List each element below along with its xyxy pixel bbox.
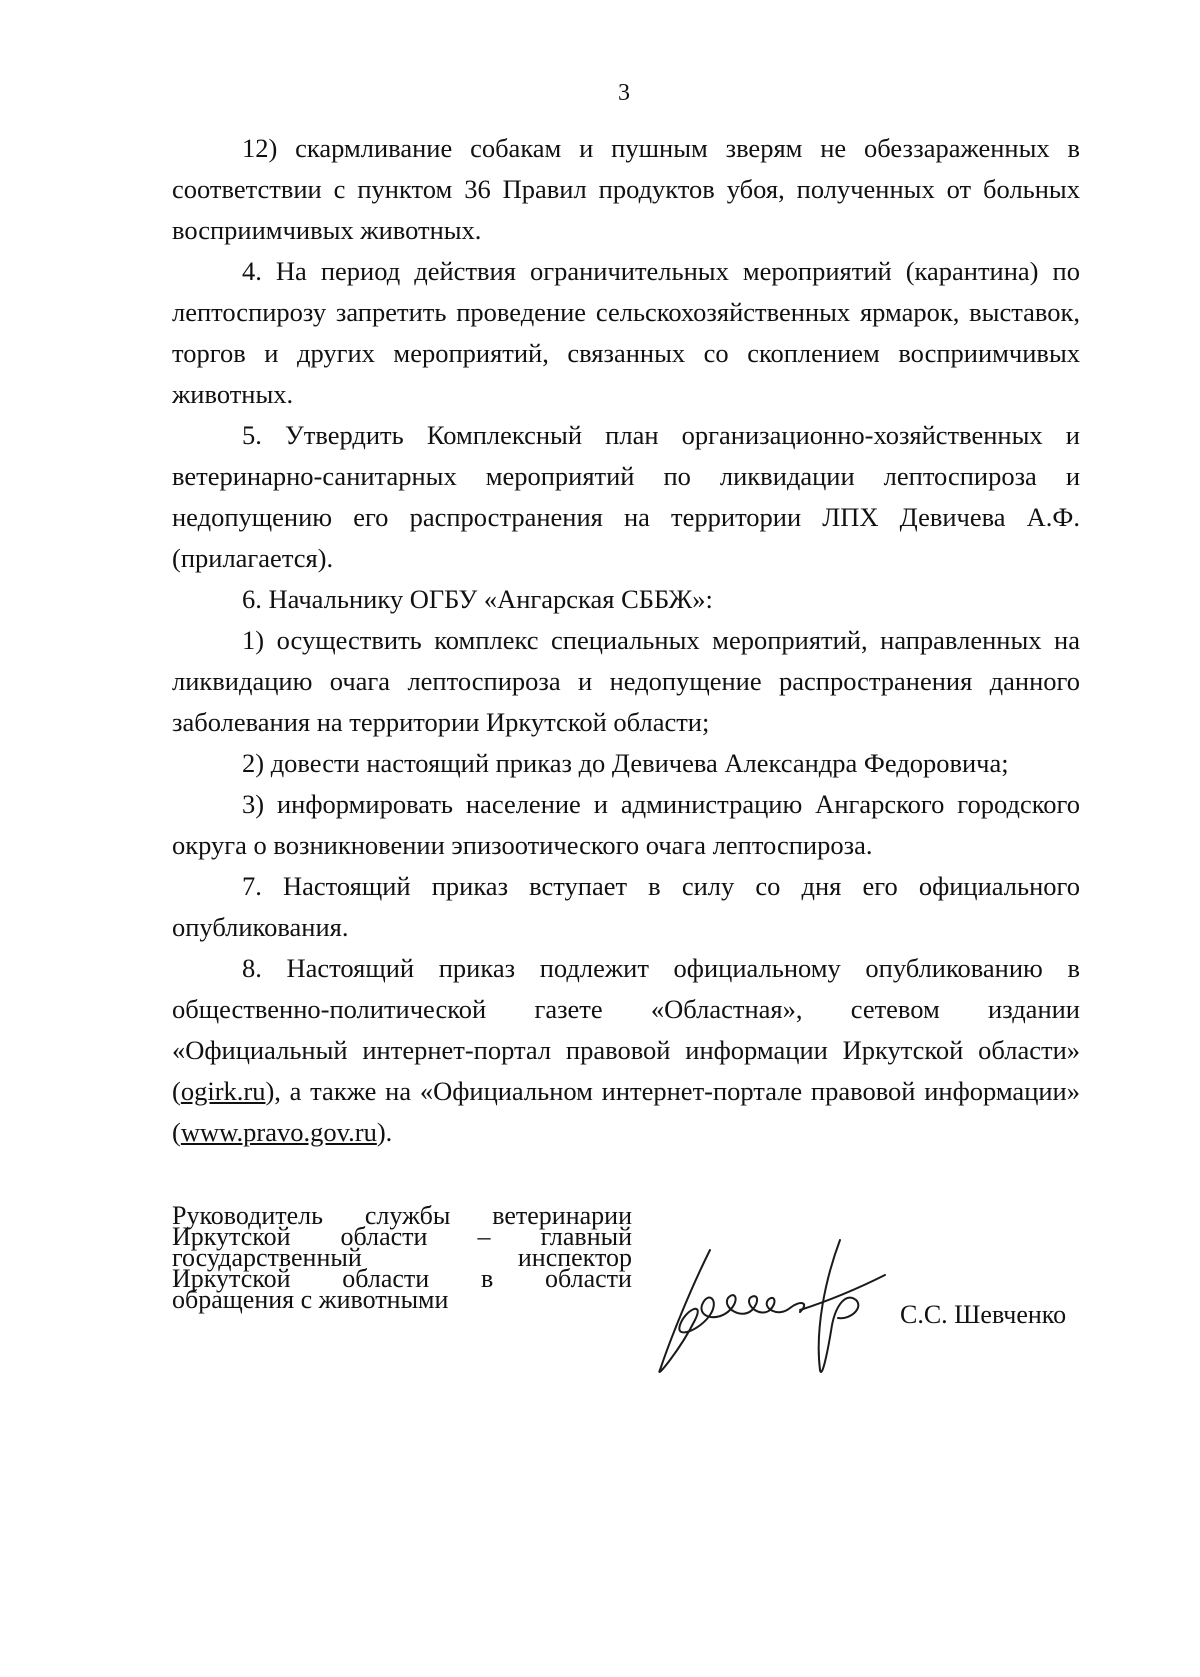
- signatory-word: Руководитель: [172, 1201, 323, 1230]
- page-number: 3: [618, 80, 630, 106]
- signatory-word: области: [340, 1222, 428, 1251]
- signatory-word: инспектор: [517, 1243, 632, 1272]
- paragraph-5: 5. Утвердить Комплексный план организационно-хозяйственных и ветеринарно-санитарных мероприятий по ликвидации лептоспироза и недопущению его распространения на территории ЛПХ Девичева А.Ф. (прилагается).: [172, 420, 1080, 573]
- signature-stroke: [819, 1240, 859, 1372]
- signatory-title-line-5: обращения с животными: [172, 1285, 449, 1314]
- paragraph-6-1: 1) осуществить комплекс специальных мероприятий, направленных на ликвидацию очага лептоспироза и недопущение распространения данного заболевания на территории Иркутской области;: [172, 625, 1080, 737]
- paragraph-6-3: 3) информировать население и администрацию Ангарского городского округа о возникновении эпизоотического очага лептоспироза.: [172, 789, 1080, 860]
- signatory-title: [172, 1201, 632, 1314]
- signer-name: С.С. Шевченко: [900, 1300, 1067, 1329]
- paragraph-12: 12) скармливание собакам и пушным зверям не обеззараженных в соответствии с пунктом 36 Правил продуктов убоя, полученных от больных восприимчивых животных.: [172, 133, 1080, 245]
- paragraph-6-2: 2) довести настоящий приказ до Девичева Александра Федоровича;: [242, 748, 1009, 778]
- pravo-gov-link[interactable]: www.pravo.gov.ru: [180, 1117, 377, 1147]
- signatory-word: государственный: [172, 1243, 362, 1272]
- paragraph-6: 6. Начальнику ОГБУ «Ангарская СББЖ»:: [242, 584, 713, 614]
- signatory-word: области: [545, 1264, 632, 1293]
- signatory-word: области: [342, 1264, 430, 1293]
- signatory-word: службы: [364, 1201, 451, 1230]
- signatory-word: главный: [540, 1222, 632, 1251]
- signatory-word: в: [480, 1264, 494, 1293]
- signatory-word: –: [477, 1222, 491, 1251]
- paragraph-4: 4. На период действия ограничительных мероприятий (карантина) по лептоспирозу запретить проведение сельскохозяйственных ярмарок, выставок, торгов и других мероприятий, связанных со скоплением восприимчивых животных.: [172, 256, 1080, 409]
- signatory-word: Иркутской: [172, 1222, 291, 1251]
- paragraph-8-text-2: ), а также на «Официальном интернет-портале правовой информации» (: [172, 1076, 1080, 1147]
- handwritten-signature: [650, 1230, 890, 1380]
- paragraph-8-text-1: 8. Настоящий приказ подлежит официальному опубликованию в общественно-политической газете «Областная», сетевом издании «Официальный интернет-портал правовой информации Иркутской области» (: [172, 953, 1080, 1106]
- signatory-word: ветеринарии: [492, 1201, 632, 1230]
- signatory-word: Иркутской: [172, 1264, 291, 1293]
- paragraph-8: [172, 948, 1080, 1153]
- signature-stroke: [659, 1250, 804, 1372]
- paragraph-8-text-3: ).: [376, 1117, 393, 1147]
- paragraph-7: 7. Настоящий приказ вступает в силу со дня его официального опубликования.: [172, 871, 1080, 942]
- document-body: [172, 128, 1080, 1153]
- signature-stroke: [800, 1275, 885, 1310]
- ogirk-link[interactable]: ogirk.ru: [180, 1076, 266, 1106]
